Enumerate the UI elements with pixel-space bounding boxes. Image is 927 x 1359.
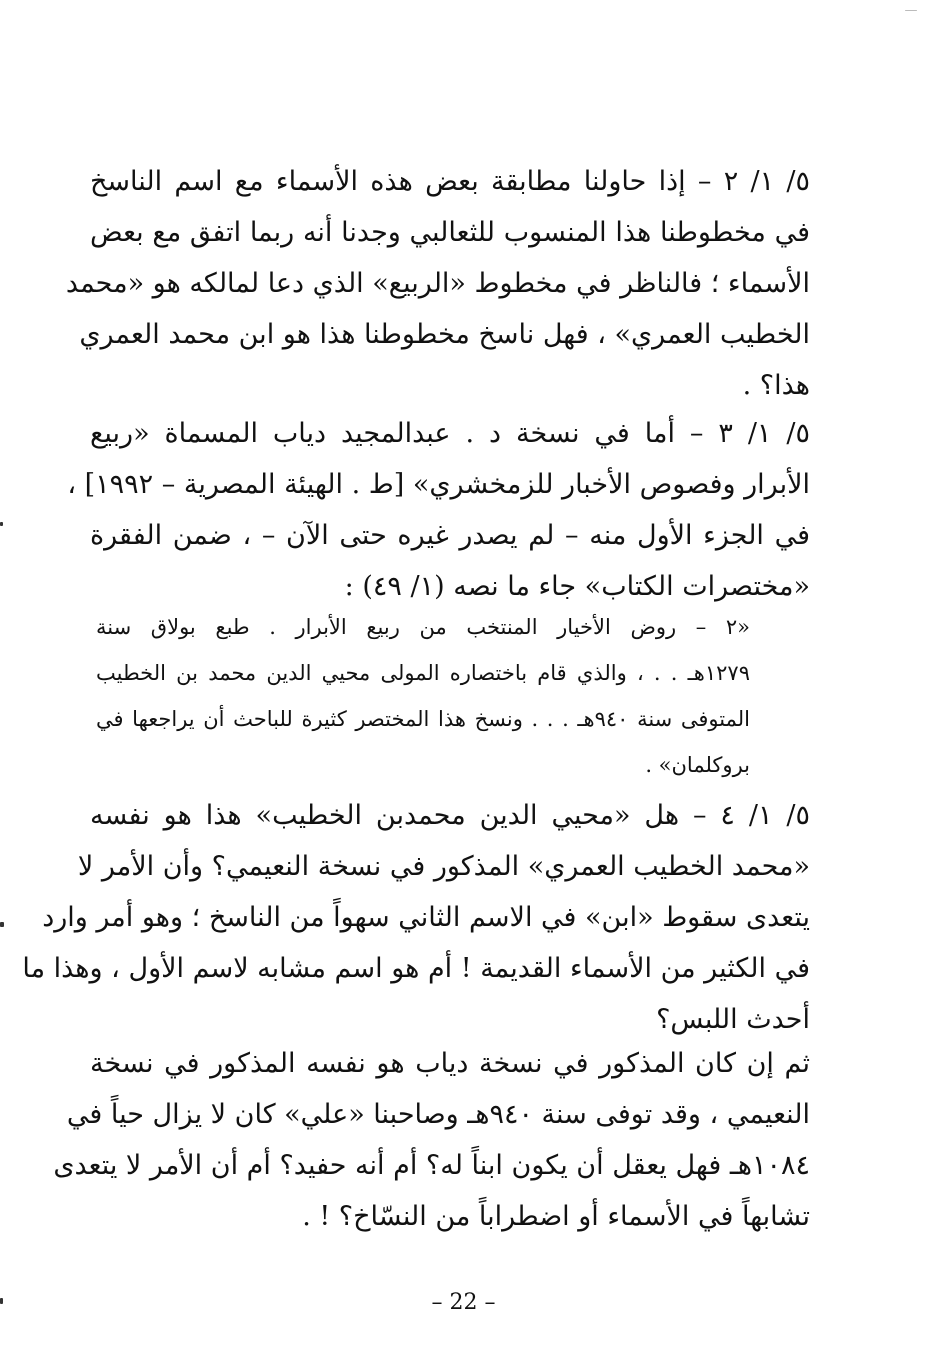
text-line: في مخطوطنا هذا المنسوب للثعالبي وجدنا أنه ربما اتفق مع بعض — [90, 217, 810, 248]
paragraph-5-1-3 — [67, 408, 810, 612]
text-line: هذا؟ . — [742, 370, 810, 401]
scan-speck — [0, 522, 3, 526]
text-line: أحدث اللبس؟ — [656, 1004, 810, 1035]
scan-speck — [905, 10, 917, 11]
text-line: ثم إن كان المذكور في نسخة دياب هو نفسه المذكور في نسخة — [90, 1048, 810, 1079]
paragraph-5-1-2 — [65, 156, 811, 411]
text-line: يتعدى سقوط «ابن» في الاسم الثاني سهواً من الناسخ ؛ وهو أمر وارد — [42, 902, 810, 933]
block-quote — [96, 604, 750, 788]
text-line: الأبرار وفصوص الأخبار للزمخشري» [ط . الهيئة المصرية – ١٩٩٢] ، — [67, 469, 810, 500]
quote-line: بروكلمان» . — [645, 753, 750, 777]
text-line: ١٠٨٤هـ فهل يعقل أن يكون ابناً له؟ أم أنه حفيد؟ أم أن الأمر لا يتعدى — [53, 1150, 810, 1181]
text-line: في الجزء الأول منه – لم يصدر غيره حتى الآن – ، ضمن الفقرة — [90, 520, 810, 551]
text-line: ٥/ ١/ ٤ – هل «محيي الدين محمدبن الخطيب» هذا هو نفسه — [90, 800, 810, 831]
text-line: ٥/ ١/ ٣ – أما في نسخة د . عبدالمجيد دياب المسماة «ربيع — [90, 418, 810, 449]
paragraph-conclusion — [53, 1038, 810, 1242]
page-number: – 22 – — [431, 1290, 496, 1315]
text-line: في الكثير من الأسماء القديمة ! أم هو اسم مشابه لاسم الأول ، وهذا ما — [22, 953, 810, 984]
quote-line: «٢ – روض الأخيار المنتخب من ربيع الأبرار . طبع بولاق سنة — [96, 615, 750, 639]
scan-speck — [0, 1298, 3, 1304]
text-line: «محمد الخطيب العمري» المذكور في نسخة النعيمي؟ وأن الأمر لا — [77, 851, 810, 882]
paragraph-5-1-4 — [22, 790, 810, 1045]
scan-speck — [0, 922, 4, 927]
text-line: الأسماء ؛ فالناظر في مخطوط «الربيع» الذي دعا لمالكه هو «محمد — [65, 268, 810, 299]
text-line: تشابهاً في الأسماء أو اضطراباً من النسّاخ؟ ! . — [302, 1201, 810, 1232]
quote-line: ١٢٧٩هـ . . ، والذي قام باختصاره المولى محيي الدين محمد بن الخطيب — [96, 661, 750, 685]
text-line: ٥/ ١/ ٢ – إذا حاولنا مطابقة بعض هذه الأسماء مع اسم الناسخ — [90, 166, 811, 197]
text-line: النعيمي ، وقد توفى سنة ٩٤٠هـ وصاحبنا «علي» كان لا يزال حياً في — [66, 1099, 810, 1130]
quote-line: المتوفى سنة ٩٤٠هـ . . . ونسخ هذا المختصر كثيرة للباحث أن يراجعها في — [96, 707, 750, 731]
text-line: الخطيب العمري» ، فهل ناسخ مخطوطنا هذا هو ابن محمد العمري — [79, 319, 810, 350]
text-line: «مختصرات الكتاب» جاء ما نصه (١/ ٤٩) : — [344, 571, 810, 602]
